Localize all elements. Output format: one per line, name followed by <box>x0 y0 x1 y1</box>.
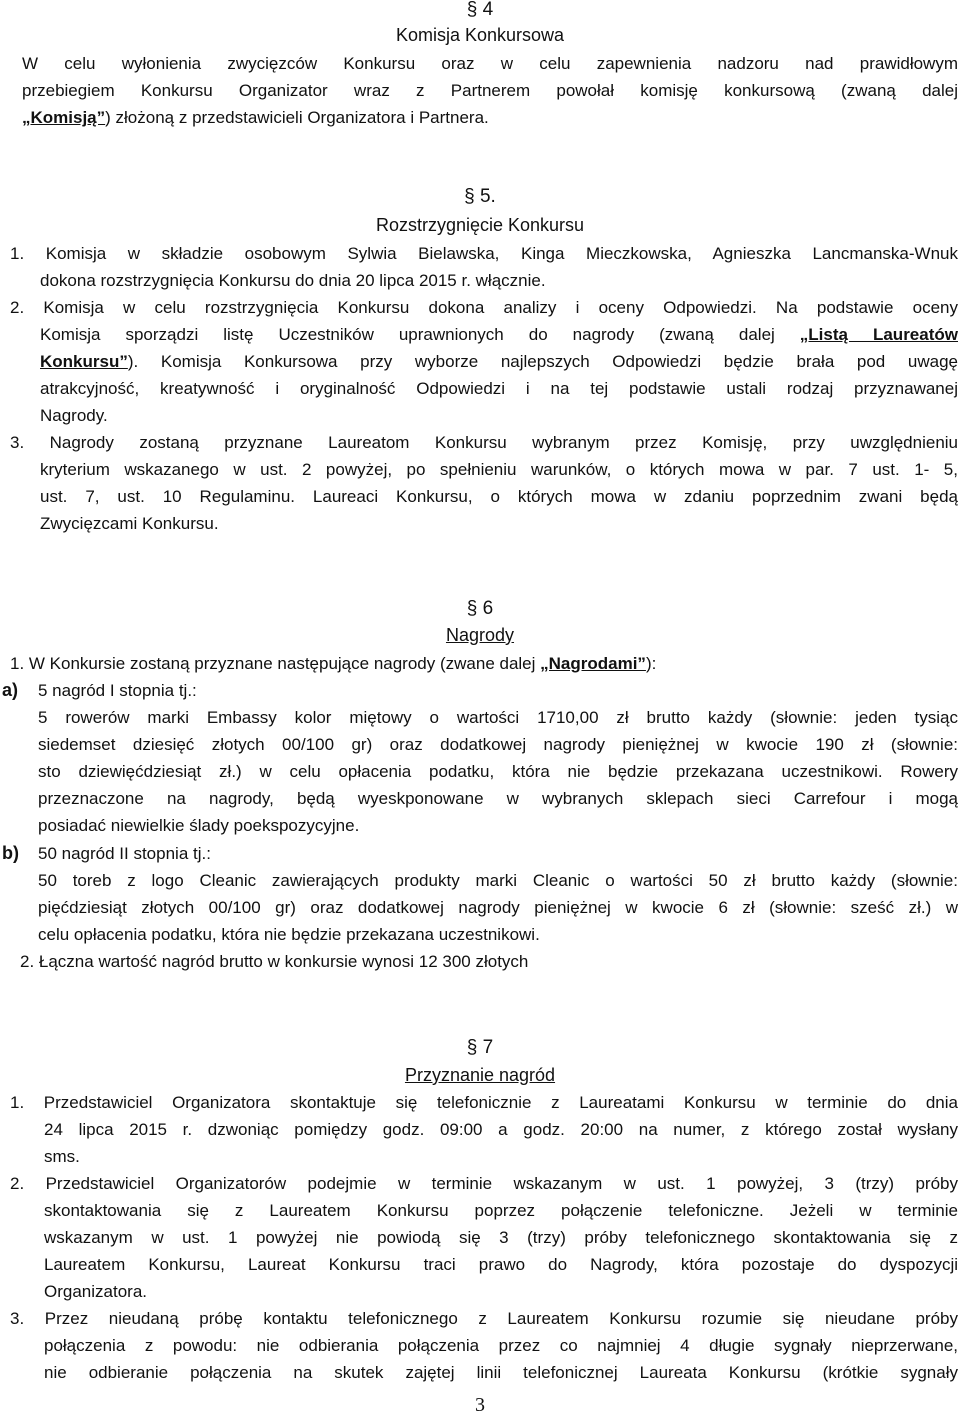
section-7-item-1-line: 24 lipca 2015 r. dzwoniąc pomiędzy godz. 09:00 a godz. 20:00 na numer, z którego został wysłany <box>44 1120 958 1139</box>
prize-a-description-line: sto dziewięćdziesiąt zł.) w celu opłacenia podatku, która nie będzie przekazana uczestnikowi. Rowery <box>38 762 958 781</box>
section-5-item-1-line: 1. Komisja w składzie osobowym Sylwia Bielawska, Kinga Mieczkowska, Agnieszka Lancmanska-Wnuk <box>10 244 958 263</box>
section-5-item-2-line <box>40 348 958 375</box>
prize-a-description-line: 5 rowerów marki Embassy kolor miętowy o wartości 1710,00 zł brutto każdy (słownie: jeden tysiąc <box>38 708 958 727</box>
section-6-item-2: 2. Łączna wartość nagród brutto w konkursie wynosi 12 300 złotych <box>20 952 529 971</box>
section-5-title: Rozstrzygnięcie Konkursu <box>375 215 585 235</box>
section-6-item-1 <box>10 650 958 677</box>
section-7-number: § 7 <box>466 1037 494 1058</box>
defined-term: „Nagrodami” <box>540 654 646 673</box>
section-5-item-2-line: 2. Komisja w celu rozstrzygnięcia Konkursu dokona analizy i oceny Odpowiedzi. Na podstawie oceny <box>10 298 958 317</box>
section-4-paragraph-line: przebiegiem Konkursu Organizator wraz z Partnerem powołał komisję konkursową (zwaną dalej <box>22 81 958 100</box>
defined-term: Konkursu” <box>40 352 128 371</box>
section-6-number: § 6 <box>466 598 494 619</box>
section-5-item-3-line: Zwycięzcami Konkursu. <box>40 514 219 533</box>
section-6-title: Nagrody <box>445 625 515 645</box>
text-fragment: ): <box>645 654 657 673</box>
section-7-item-1-line: 1. Przedstawiciel Organizatora skontaktuje się telefonicznie z Laureatami Konkursu w terminie do dnia <box>10 1093 958 1112</box>
section-7-item-3-line: połączenia z powodu: nie odbierania połączenia przez co najmniej 4 długie sygnały nieprzerwane, <box>44 1336 958 1355</box>
section-7-item-1-line: sms. <box>44 1147 80 1166</box>
section-7-item-2-line: 2. Przedstawiciel Organizatorów podejmie w terminie wskazanym w ust. 1 powyżej, 3 (trzy) próby <box>10 1174 958 1193</box>
prize-b-description-line: pięćdziesiąt złotych 00/100 gr) oraz dodatkowej nagrody pieniężnej w kwocie 6 zł (słownie: sześć zł.) w <box>38 898 958 917</box>
text-fragment: ) złożoną z przedstawicieli Organizatora i Partnera. <box>105 108 489 127</box>
prize-b-description-line: 50 toreb z logo Cleanic zawierających produkty marki Cleanic o wartości 50 zł brutto każdy (słownie: <box>38 871 958 890</box>
section-4-title: Komisja Konkursowa <box>395 25 565 45</box>
text-fragment: ). Komisja Konkursowa przy wyborze najlepszych Odpowiedzi będzie brała pod uwagę <box>127 352 958 371</box>
section-4-paragraph-line <box>22 104 958 131</box>
section-7-item-2-line: Organizatora. <box>44 1282 147 1301</box>
section-7-item-2-line: skontaktowania się z Laureatem Konkursu poprzez połączenie telefoniczne. Jeżeli w terminie <box>44 1201 958 1220</box>
section-5-number: § 5. <box>464 186 496 207</box>
prize-a-marker: a) <box>2 680 19 700</box>
prize-a-description-line: przeznaczone na nagrody, będą wyeskponowane w wybranych sklepach sieci Carrefour i mogą <box>38 789 958 808</box>
section-7-item-2-line: Laureatem Konkursu, Laureat Konkursu traci prawo do Nagrody, która pozostaje do dyspozycji <box>44 1255 958 1274</box>
text-fragment: 1. W Konkursie zostaną przyznane następujące nagrody (zwane dalej <box>10 654 541 673</box>
section-5-item-2-line: atrakcyjność, kreatywność i oryginalność Odpowiedzi i na tej podstawie ustali rodzaj przyznawanej <box>40 379 958 398</box>
section-4-number: § 4 <box>466 0 494 20</box>
section-4-paragraph-line: W celu wyłonienia zwycięzców Konkursu oraz w celu zapewnienia nadzoru nad prawidłowym <box>22 54 958 73</box>
prize-a-description-line: siedemset dziesięć złotych 00/100 gr) oraz dodatkowej nagrody pieniężnej w kwocie 190 zł (słownie: <box>38 735 958 754</box>
section-7-item-2-line: wskazanym w ust. 1 powyżej nie powiodą się 3 (trzy) próby telefonicznego skontaktowania się z <box>44 1228 958 1247</box>
page-number: 3 <box>475 1394 485 1416</box>
section-7-title: Przyznanie nagród <box>404 1065 556 1085</box>
text-fragment: Komisja sporządzi listę Uczestników uprawnionych do nagrody (zwaną dalej <box>40 325 800 344</box>
section-5-item-3-line: ust. 7, ust. 10 Regulaminu. Laureaci Konkursu, o których mowa w zdaniu poprzednim zwani będą <box>40 487 958 506</box>
prize-b-heading: 50 nagród II stopnia tj.: <box>38 844 211 863</box>
prize-a-description-line: posiadać niewielkie ślady poekspozycyjne. <box>38 816 360 835</box>
section-7-item-3-line: 3. Przez nieudaną próbę kontaktu telefonicznego z Laureatem Konkursu rozumie się nieudane próby <box>10 1309 958 1328</box>
section-7-item-3-line: nie odbieranie połączenia na skutek zajętej linii telefonicznej Laureata Konkursu (krótkie sygnały <box>44 1363 958 1382</box>
defined-term: „Listą Laureatów <box>799 325 958 344</box>
defined-term: „Komisją” <box>22 108 106 127</box>
section-5-item-2-line <box>40 321 958 348</box>
section-5-item-3-line: 3. Nagrody zostaną przyznane Laureatom Konkursu wybranym przez Komisję, przy uwzględnieniu <box>10 433 958 452</box>
prize-b-description-line: celu opłacenia podatku, która nie będzie przekazana uczestnikowi. <box>38 925 540 944</box>
prize-a-heading: 5 nagród I stopnia tj.: <box>38 681 197 700</box>
section-5-item-1-line: dokona rozstrzygnięcia Konkursu do dnia 20 lipca 2015 r. włącznie. <box>40 271 546 290</box>
section-5-item-3-line: kryterium wskazanego w ust. 2 powyżej, po spełnieniu warunków, o których mowa w par. 7 ust. 1- 5, <box>40 460 958 479</box>
prize-b-marker: b) <box>2 843 19 863</box>
section-5-item-2-line: Nagrody. <box>40 406 108 425</box>
